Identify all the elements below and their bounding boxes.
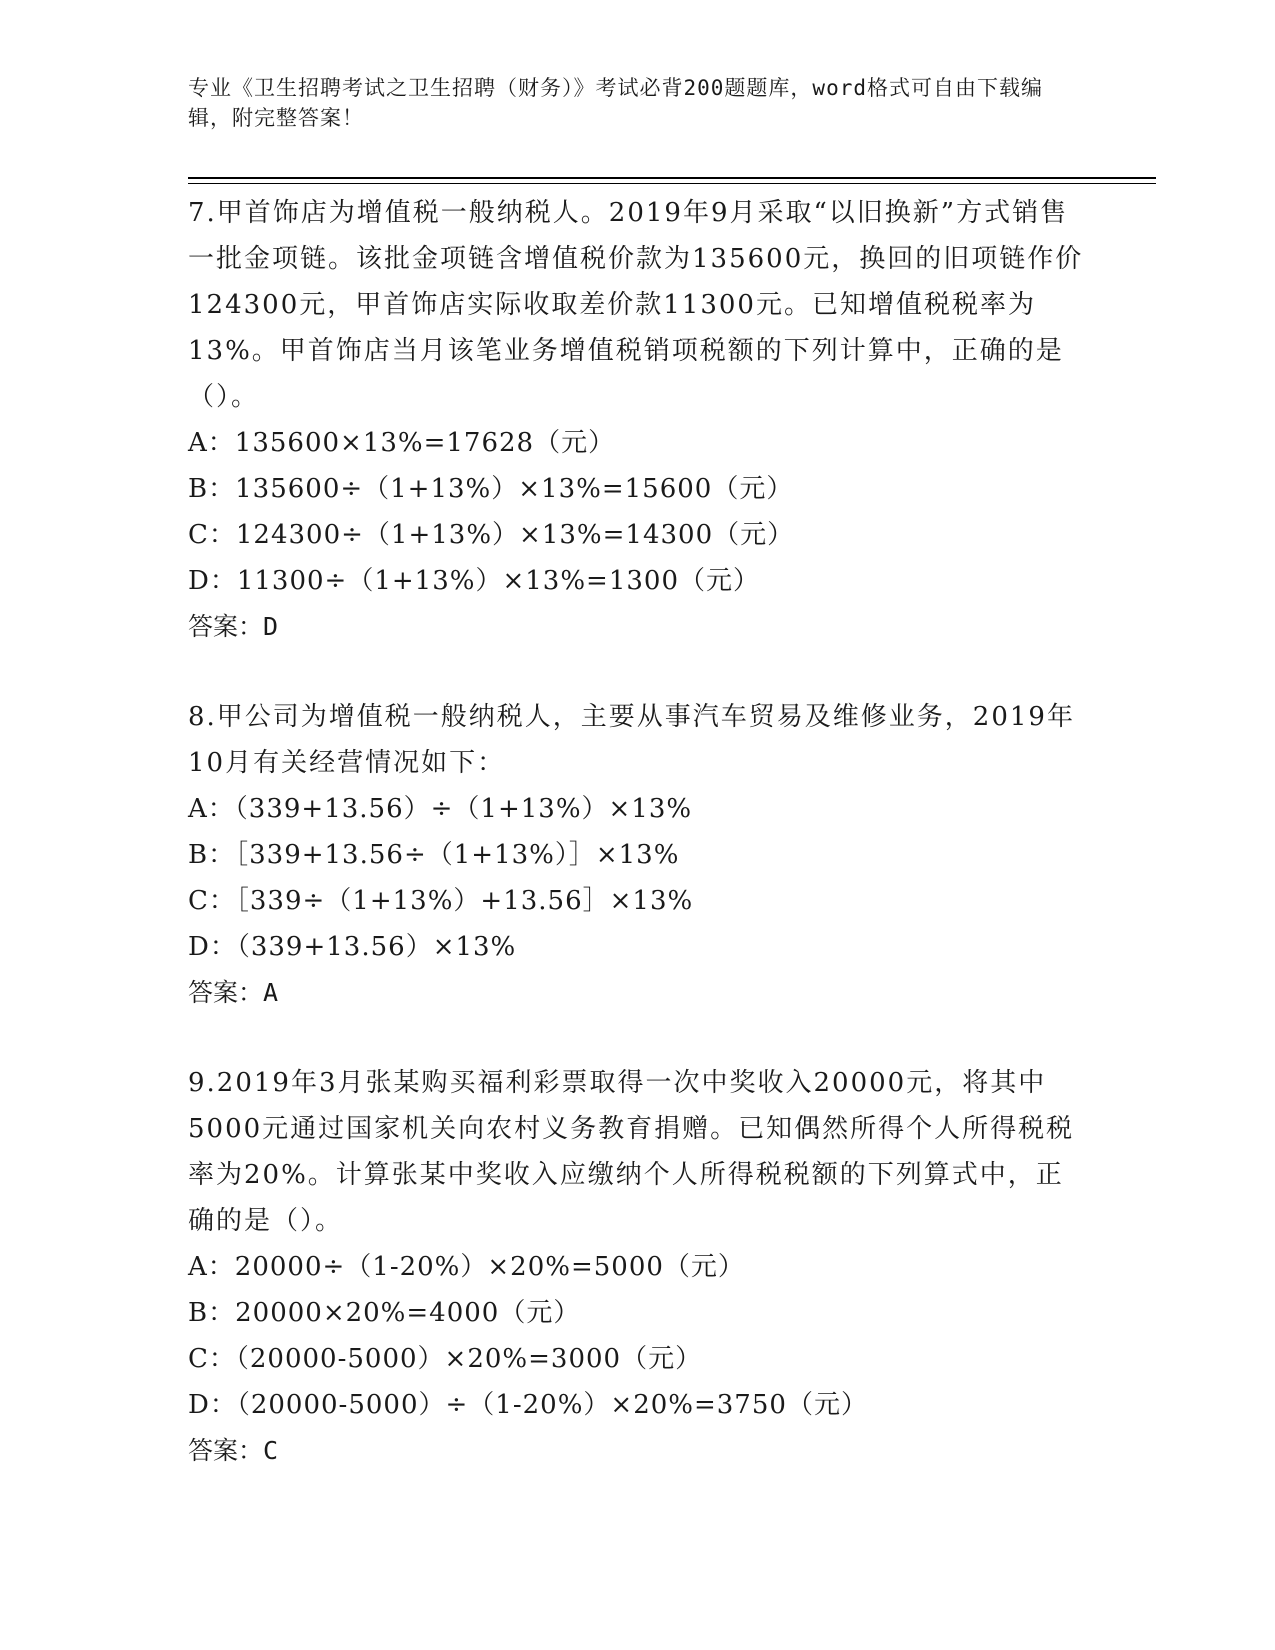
answer: 答案：C — [188, 1436, 279, 1465]
option-a: A：（339+13.56）÷（1+13%）×13% — [188, 794, 693, 824]
option-c: C：（20000-5000）×20%=3000（元） — [188, 1344, 703, 1374]
question-9 — [188, 1060, 1088, 1474]
option-d: D：（20000-5000）÷（1-20%）×20%=3750（元） — [188, 1390, 868, 1420]
question-spacer — [188, 1016, 1088, 1060]
question-text: 9.2019年3月张某购买福利彩票取得一次中奖收入20000元，将其中5000元通过国家机关向农村义务教育捐赠。已知偶然所得个人所得税税率为20%。计算张某中奖收入应缴纳个人所得税税额的下列算式中，正确的是（）。 — [188, 1068, 1075, 1236]
question-text: 7.甲首饰店为增值税一般纳税人。2019年9月采取“以旧换新”方式销售一批金项链。该批金项链含增值税价款为135600元，换回的旧项链作价124300元，甲首饰店实际收取差价款11300元。已知增值税税率为13%。甲首饰店当月该笔业务增值税销项税额的下列计算中，正确的是（）。 — [188, 198, 1084, 412]
option-b: B：［339+13.56÷（1+13%）］×13% — [188, 840, 680, 870]
question-text: 8.甲公司为增值税一般纳税人，主要从事汽车贸易及维修业务，2019年10月有关经营情况如下： — [188, 702, 1075, 778]
question-7 — [188, 190, 1088, 650]
answer: 答案：D — [188, 612, 279, 641]
option-a: A：135600×13%=17628（元） — [188, 428, 616, 458]
header-rule-thick — [188, 177, 1156, 179]
question-8 — [188, 694, 1088, 1016]
option-a: A：20000÷（1-20%）×20%=5000（元） — [188, 1252, 745, 1282]
option-b: B：20000×20%=4000（元） — [188, 1298, 581, 1328]
option-d: D：11300÷（1+13%）×13%=1300（元） — [188, 566, 760, 596]
option-c: C：124300÷（1+13%）×13%=14300（元） — [188, 520, 795, 550]
document-header: 专业《卫生招聘考试之卫生招聘（财务）》考试必背200题题库，word格式可自由下载编辑，附完整答案！ — [188, 76, 1043, 130]
answer: 答案：A — [188, 978, 279, 1007]
header-rule-thin — [188, 183, 1156, 184]
question-list — [188, 190, 1088, 1474]
question-spacer — [188, 650, 1088, 694]
option-d: D：（339+13.56）×13% — [188, 932, 517, 962]
option-c: C：［339÷（1+13%）+13.56］×13% — [188, 886, 694, 916]
option-b: B：135600÷（1+13%）×13%=15600（元） — [188, 474, 794, 504]
